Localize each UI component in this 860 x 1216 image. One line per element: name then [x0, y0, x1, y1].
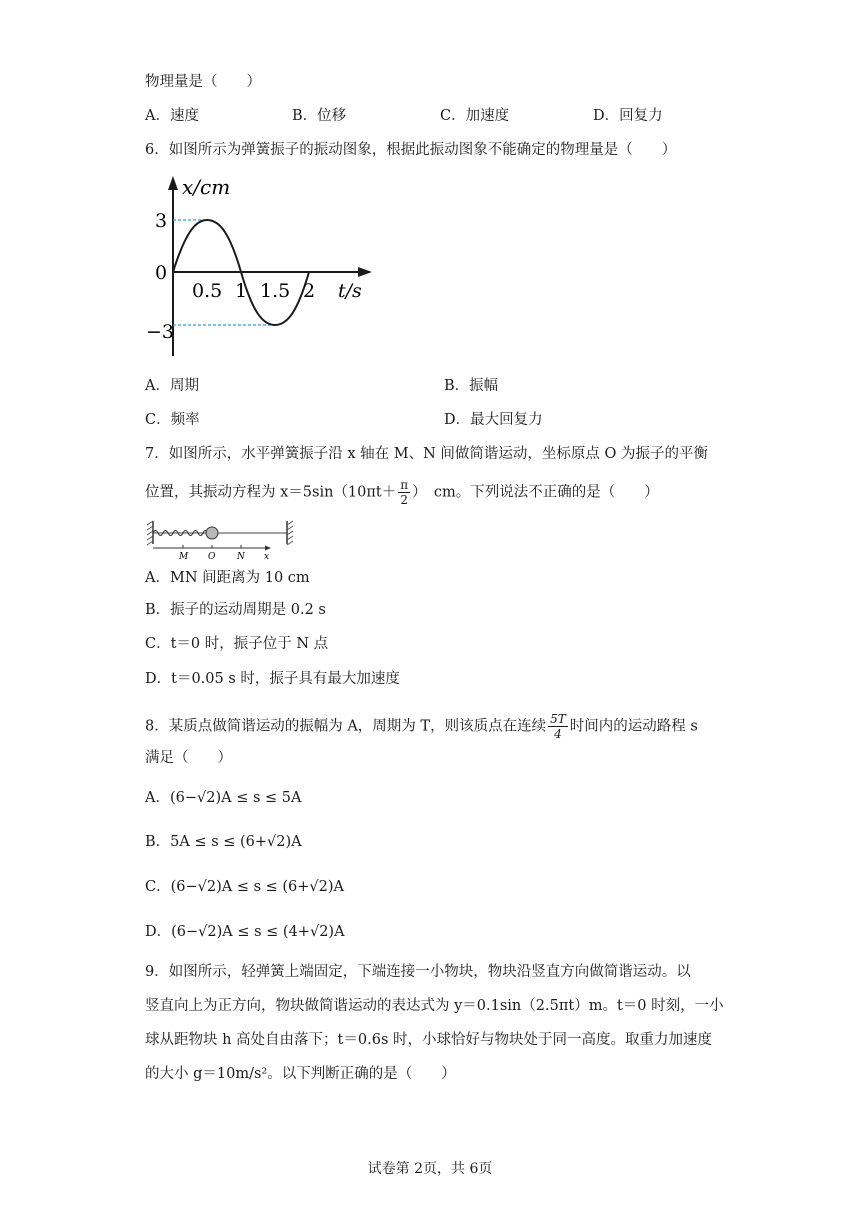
q5-option-a: A．速度: [145, 108, 199, 124]
q5-option-d: D．回复力: [593, 108, 663, 124]
q6-option-a: A．周期: [145, 378, 199, 394]
q8-option-c: C．(6−√2)A ≤ s ≤ (6+√2)A: [145, 879, 345, 895]
q6-x-tick-2: 2: [303, 280, 316, 302]
q8-stem-line1: [145, 712, 698, 741]
q7-option-c: C．t＝0 时，振子位于 N 点: [145, 636, 329, 652]
q8-stem-end: 时间内的运动路程 s: [569, 718, 698, 735]
q6-stem: 6．如图所示为弹簧振子的振动图象，根据此振动图象不能确定的物理量是（ ）: [145, 142, 677, 158]
q8-option-d: D．(6−√2)A ≤ s ≤ (4+√2)A: [145, 924, 345, 940]
q8-option-b: B．5A ≤ s ≤ (6+√2)A: [145, 834, 302, 850]
q6-option-d: D．最大回复力: [444, 412, 543, 428]
q7-equation-start: 位置，其振动方程为 x＝5sin（10πt＋: [145, 484, 397, 501]
q6-y-axis-label: x/cm: [182, 175, 231, 199]
q6-y-tick-3: 3: [155, 210, 168, 232]
q9-stem-line1: 9．如图所示，轻弹簧上端固定，下端连接一小物块，物块沿竖直方向做简谐运动。以: [145, 964, 691, 980]
q7-label-x: x: [264, 552, 270, 562]
q7-spring-oscillator-figure: [145, 518, 295, 562]
q7-option-d: D．t＝0.05 s 时，振子具有最大加速度: [145, 671, 400, 687]
q6-option-b: B．振幅: [444, 378, 499, 394]
q8-fraction-denominator: 4: [554, 727, 562, 741]
q7-label-n: N: [237, 552, 245, 562]
q6-y-tick-neg3: −3: [146, 321, 175, 343]
q7-stem-line1: 7．如图所示，水平弹簧振子沿 x 轴在 M、N 间做简谐运动，坐标原点 O 为振子的平衡: [145, 446, 708, 462]
q7-phase-fraction: [398, 478, 410, 507]
q6-vibration-graph: [140, 168, 380, 360]
q7-stem-line2: [145, 478, 659, 507]
q5-stem-tail: 物理量是（ ）: [145, 74, 261, 90]
q8-fraction-numerator: 5T: [550, 712, 566, 726]
q7-label-o: O: [208, 552, 216, 562]
q9-stem-line2: 竖直向上为正方向，物块做简谐运动的表达式为 y＝0.1sin（2.5πt）m。t＝0 时刻，一小: [145, 998, 724, 1014]
q7-fraction-denominator: 2: [400, 493, 409, 507]
q8-stem-start: 8．某质点做简谐运动的振幅为 A，周期为 T，则该质点在连续: [145, 718, 547, 735]
q8-time-fraction: [548, 712, 568, 741]
q9-stem-line4: 的大小 g＝10m/s²。以下判断正确的是（ ）: [145, 1066, 456, 1082]
q6-x-tick-1-5: 1.5: [260, 280, 291, 302]
q6-x-tick-0-5: 0.5: [192, 280, 223, 302]
q7-option-b: B．振子的运动周期是 0.2 s: [145, 602, 326, 618]
q6-x-axis-label: t/s: [338, 280, 362, 302]
q5-option-b: B．位移: [292, 108, 347, 124]
q7-fraction-numerator: π: [400, 478, 409, 492]
q5-option-c: C．加速度: [440, 108, 510, 124]
page-footer: 试卷第 2页，共 6页: [367, 1161, 493, 1177]
q6-y-tick-0: 0: [155, 262, 168, 284]
q8-option-a: A．(6−√2)A ≤ s ≤ 5A: [145, 790, 302, 806]
q8-stem-line2: 满足（ ）: [145, 750, 232, 766]
q7-equation-end: ） cm。下列说法不正确的是（ ）: [412, 484, 659, 501]
q9-stem-line3: 球从距物块 h 高处自由落下；t＝0.6s 时，小球恰好与物块处于同一高度。取重力加速度: [145, 1032, 712, 1048]
q6-x-tick-1: 1: [235, 280, 248, 302]
q7-option-a: A．MN 间距离为 10 cm: [145, 570, 310, 586]
q6-option-c: C．频率: [145, 412, 200, 428]
q7-label-m: M: [179, 552, 189, 562]
